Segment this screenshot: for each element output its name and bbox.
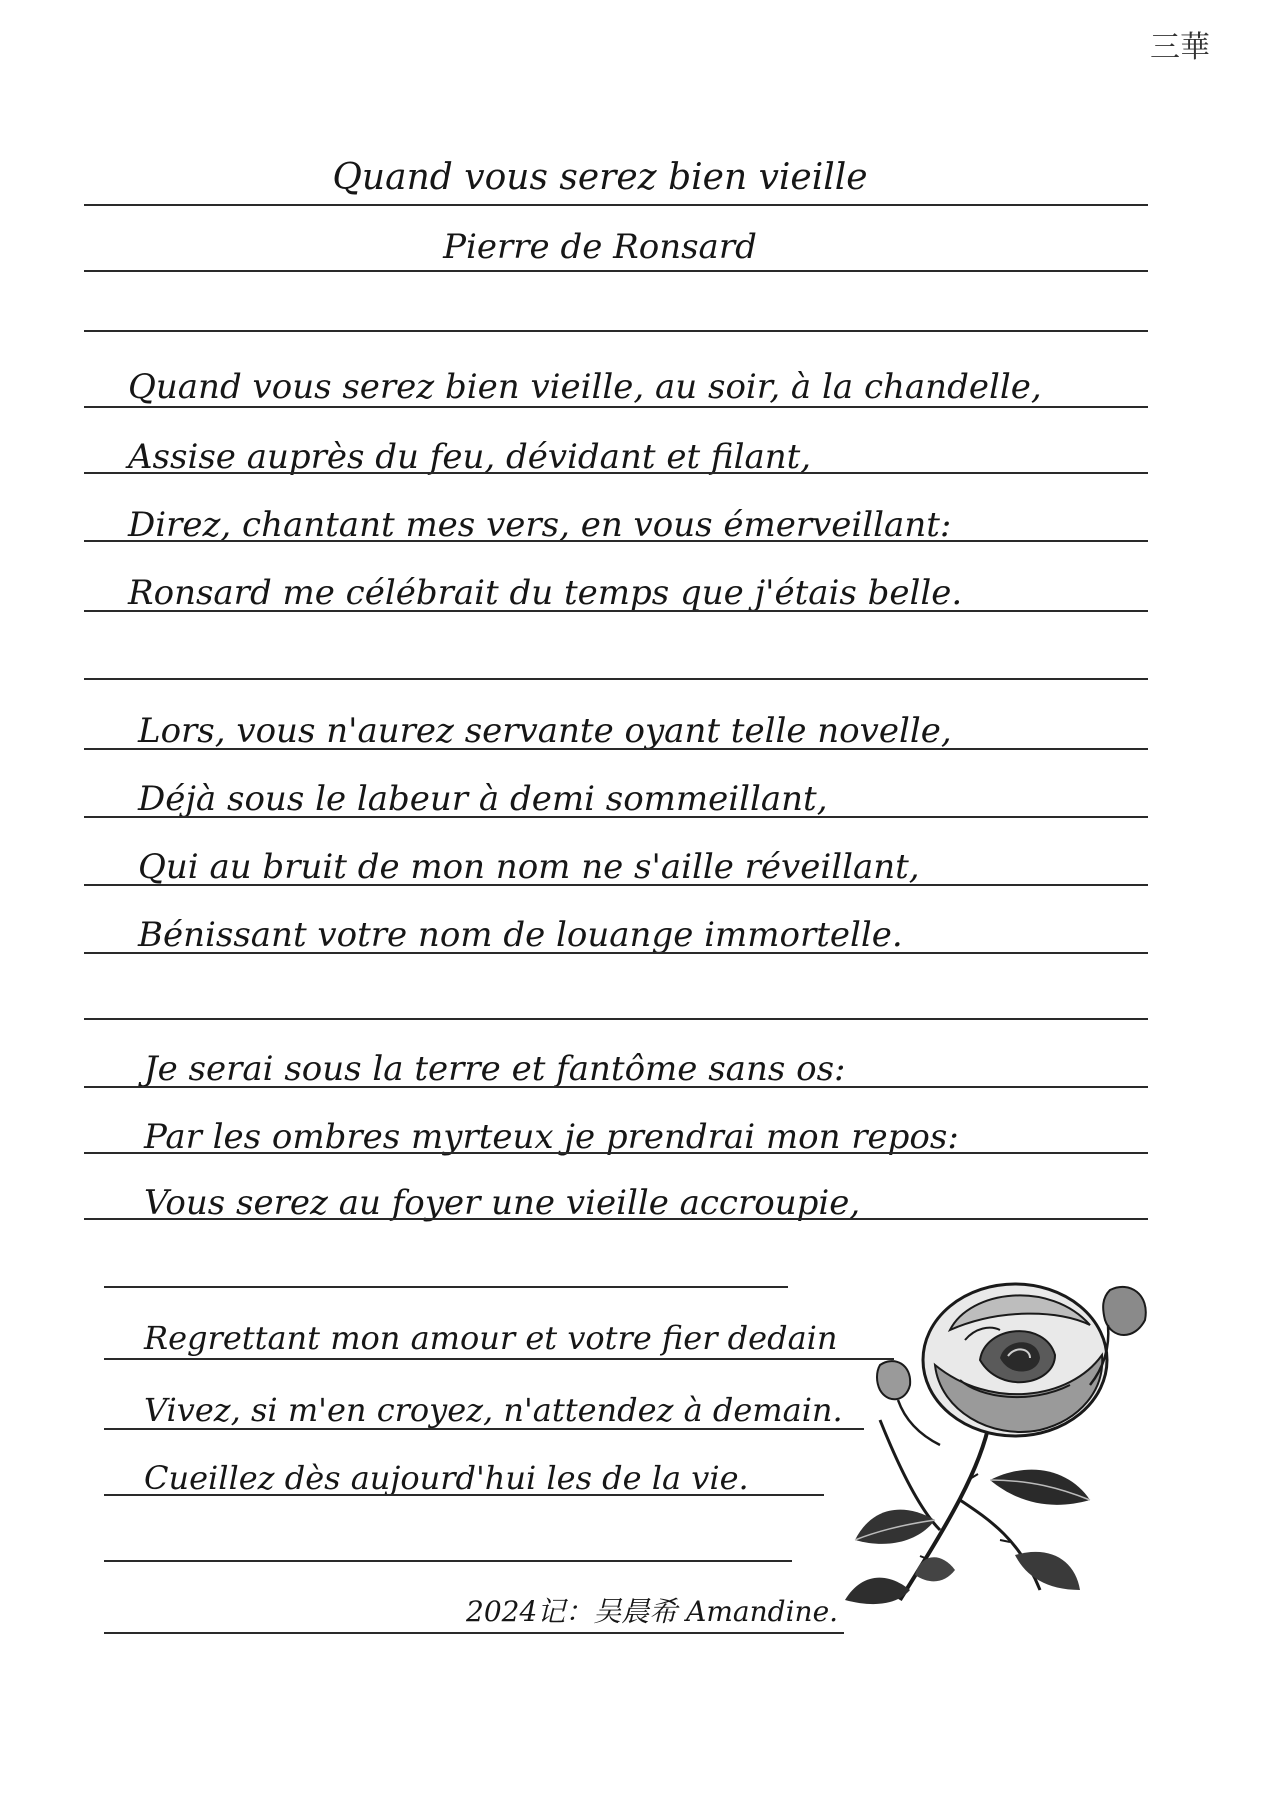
ruled-line bbox=[104, 1560, 792, 1562]
ruled-line bbox=[84, 884, 1148, 886]
poem-line: Cueillez dès aujourd'hui les de la vie. bbox=[144, 1459, 749, 1497]
ruled-line bbox=[84, 748, 1148, 750]
ruled-line bbox=[84, 204, 1148, 206]
ruled-line bbox=[84, 816, 1148, 818]
ruled-line bbox=[84, 330, 1148, 332]
ruled-line bbox=[84, 678, 1148, 680]
poem-line: Lors, vous n'aurez servante oyant telle novelle, bbox=[138, 711, 952, 751]
poem-line: Assise auprès du feu, dévidant et filant, bbox=[128, 437, 812, 477]
poem-line: Déjà sous le labeur à demi sommeillant, bbox=[138, 779, 828, 819]
ruled-line bbox=[104, 1428, 864, 1430]
ruled-line bbox=[84, 610, 1148, 612]
ruled-line bbox=[104, 1632, 844, 1634]
ruled-line bbox=[84, 1152, 1148, 1154]
ruled-line bbox=[84, 472, 1148, 474]
poem-line: Regrettant mon amour et votre fier dedain bbox=[144, 1319, 838, 1357]
ruled-line bbox=[84, 406, 1148, 408]
poem-author: Pierre de Ronsard bbox=[443, 227, 757, 267]
poem-line: Ronsard me célébrait du temps que j'étais belle. bbox=[128, 573, 963, 613]
signature: 2024记：吴晨希 Amandine. bbox=[466, 1595, 839, 1628]
ruled-line bbox=[104, 1358, 894, 1360]
poem-line: Bénissant votre nom de louange immortelle. bbox=[138, 915, 903, 955]
poem-line: Je serai sous la terre et fantôme sans os: bbox=[144, 1049, 846, 1089]
ruled-line bbox=[104, 1494, 824, 1496]
poem-line: Vous serez au foyer une vieille accroupie, bbox=[144, 1183, 861, 1223]
corner-mark: 三華 bbox=[1150, 30, 1210, 65]
ruled-line bbox=[104, 1286, 788, 1288]
ruled-line bbox=[84, 1086, 1148, 1088]
poem-line: Quand vous serez bien vieille, au soir, à la chandelle, bbox=[128, 367, 1042, 407]
ruled-line bbox=[84, 540, 1148, 542]
ruled-line bbox=[84, 270, 1148, 272]
ruled-line bbox=[84, 1018, 1148, 1020]
poem-line: Qui au bruit de mon nom ne s'aille réveillant, bbox=[138, 847, 920, 887]
ruled-line bbox=[84, 1218, 1148, 1220]
poem-line: Vivez, si m'en croyez, n'attendez à demain. bbox=[144, 1391, 843, 1429]
poem-line: Par les ombres myrteux je prendrai mon repos: bbox=[144, 1117, 959, 1157]
rose-illustration-icon bbox=[840, 1270, 1170, 1610]
poem-line: Direz, chantant mes vers, en vous émerveillant: bbox=[128, 505, 952, 545]
ruled-line bbox=[84, 952, 1148, 954]
poem-title: Quand vous serez bien vieille bbox=[332, 157, 868, 198]
